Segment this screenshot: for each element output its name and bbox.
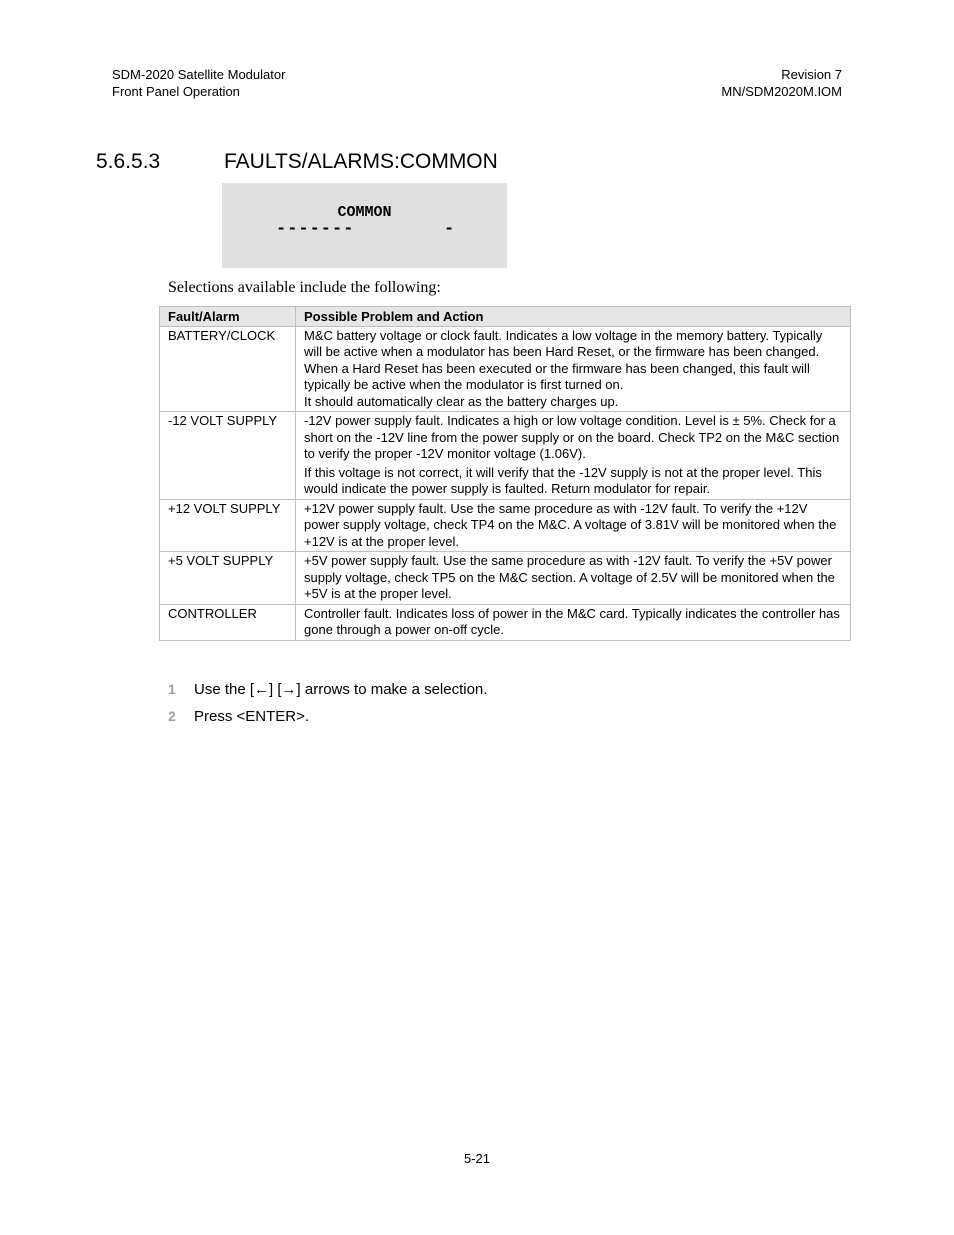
lcd-line-1: COMMON [337, 204, 392, 221]
fault-name: BATTERY/CLOCK [160, 326, 296, 412]
step-text: Use the [←] [→] arrows to make a selection. [194, 681, 488, 698]
step-text: Press <ENTER>. [194, 708, 310, 725]
table-row [160, 326, 851, 412]
lcd-display [222, 183, 507, 268]
procedure-steps [168, 680, 487, 734]
header-left [112, 67, 285, 100]
fault-name: +12 VOLT SUPPLY [160, 499, 296, 552]
table-row [160, 499, 851, 552]
header-chapter-title: Front Panel Operation [112, 83, 240, 99]
action-paragraph: M&C battery voltage or clock fault. Indicates a low voltage in the memory battery. Typically will be active when a modulator has been Hard Reset, or the firmware has been changed. [304, 327, 823, 359]
action-paragraph: It should automatically clear as the battery charges up. [304, 393, 619, 409]
fault-action [296, 552, 851, 605]
action-paragraph: When a Hard Reset has been executed or the firmware has been changed, this fault will typically be active when the modulator is first turned on. [304, 360, 810, 392]
step-item [168, 707, 487, 734]
column-header-action: Possible Problem and Action [296, 307, 851, 327]
header-revision: Revision 7 [781, 67, 842, 82]
action-paragraph: If this voltage is not correct, it will verify that the -12V supply is not at the proper level. This would indicate the power supply is faulted. Return modulator for repair. [304, 464, 822, 496]
header-product-title: SDM-2020 Satellite Modulator [112, 67, 286, 82]
intro-text: Selections available include the following: [168, 279, 441, 296]
step-item [168, 680, 487, 707]
column-header-fault: Fault/Alarm [160, 307, 296, 327]
page-number: 5-21 [463, 1151, 491, 1166]
fault-action [296, 412, 851, 500]
action-paragraph: -12V power supply fault. Indicates a high or low voltage condition. Level is ± 5%. Check for a short on the -12V line from the power supply or on the board. Check TP2 on the M&C section to verify the proper -12V monitor voltage (1.06V). [304, 413, 840, 461]
section-heading [96, 149, 498, 175]
step-number: 1 [168, 681, 176, 697]
table-header-row [160, 307, 851, 327]
table-row [160, 412, 851, 500]
table-row [160, 604, 851, 640]
section-number: 5.6.5.3 [96, 150, 161, 173]
faults-table [159, 306, 851, 641]
step-number: 2 [168, 708, 176, 724]
header-right [721, 67, 842, 100]
fault-name: CONTROLLER [160, 604, 296, 640]
action-paragraph: Controller fault. Indicates loss of power in the M&C card. Typically indicates the controller has gone through a power on-off cycle. [304, 605, 840, 637]
action-paragraph: +5V power supply fault. Use the same procedure as with -12V fault. To verify the +5V power supply voltage, check TP5 on the M&C section. A voltage of 2.5V will be monitored when the +5V is at the proper level. [304, 553, 835, 601]
lcd-line-2-right: - [444, 220, 455, 239]
header-document-number: MN/SDM2020M.IOM [721, 83, 842, 99]
table-row [160, 552, 851, 605]
fault-name: +5 VOLT SUPPLY [160, 552, 296, 605]
fault-name: -12 VOLT SUPPLY [160, 412, 296, 500]
fault-action [296, 326, 851, 412]
fault-action [296, 499, 851, 552]
action-paragraph: +12V power supply fault. Use the same procedure as with -12V fault. To verify the +12V power supply voltage, check TP4 on the M&C. A voltage of 3.81V will be monitored when the +12V is at the proper level. [304, 500, 837, 549]
lcd-line-2-left: ------- [276, 220, 355, 239]
section-title: FAULTS/ALARMS:COMMON [224, 150, 498, 173]
fault-action [296, 604, 851, 640]
